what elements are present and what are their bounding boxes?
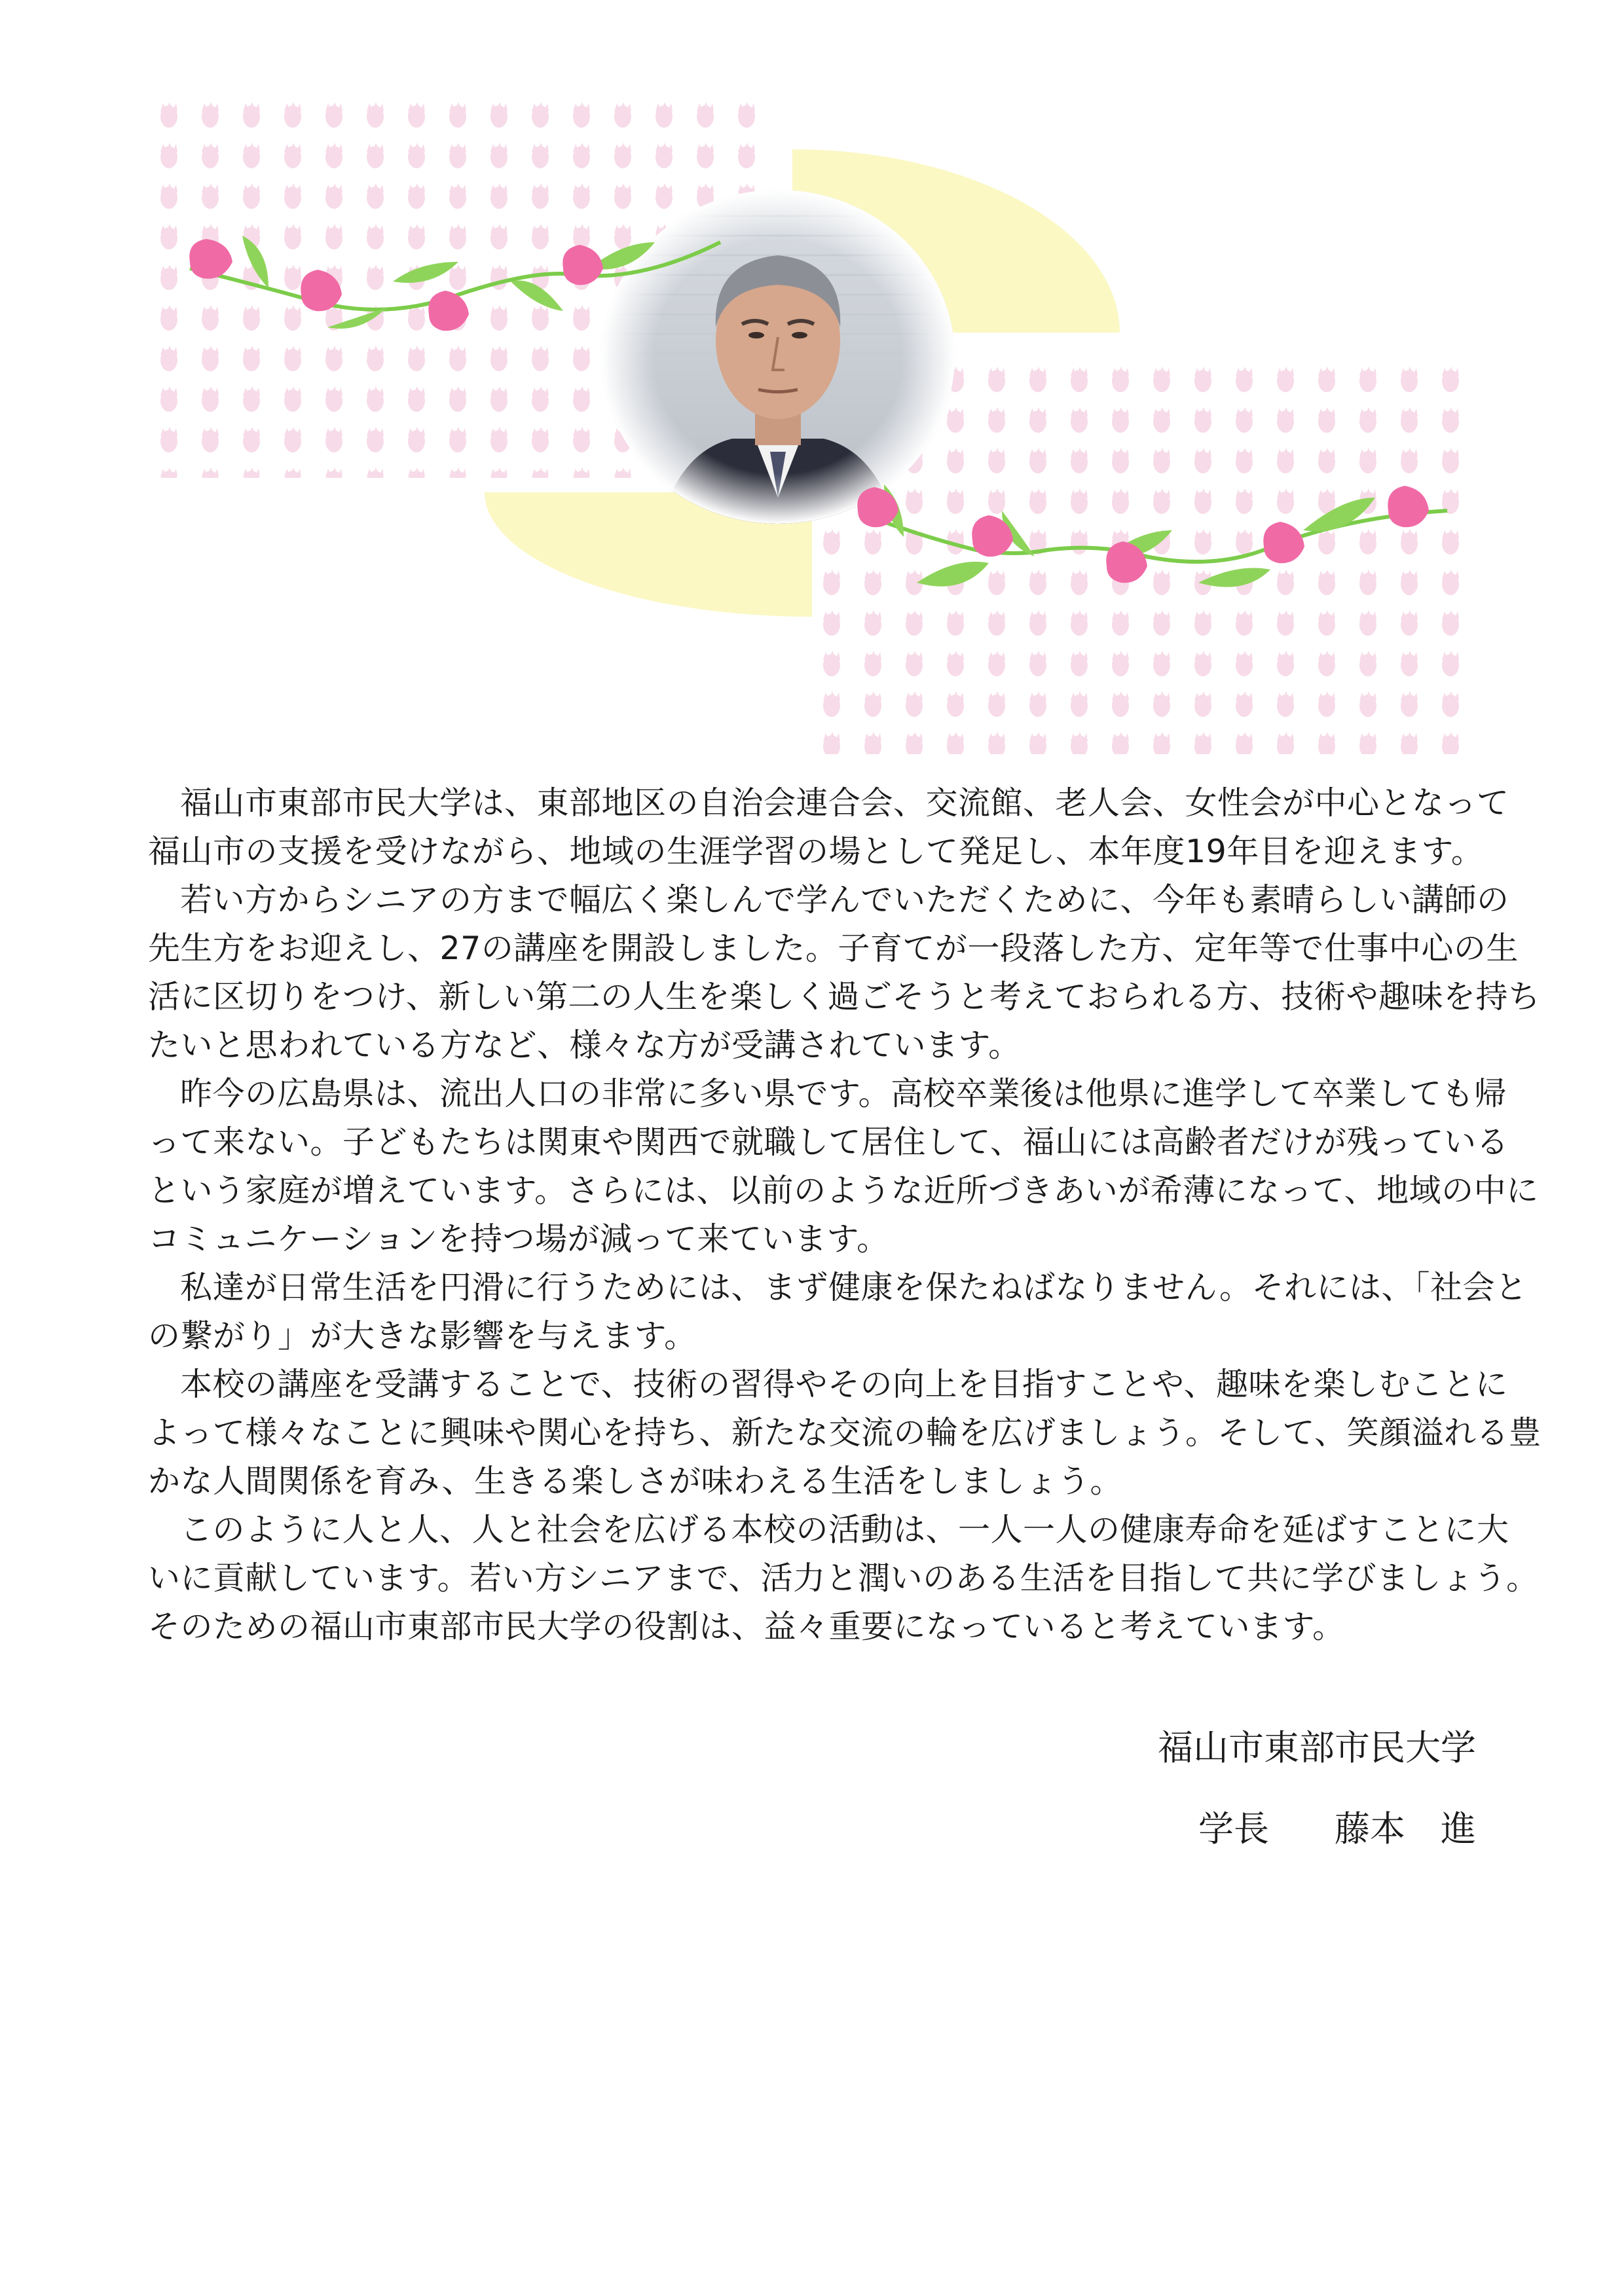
text-line: の繋がり」が大きな影響を与えます。 [148,1317,697,1355]
text-line: よって様々なことに興味や関心を持ち、新たな交流の輪を広げましょう。そして、笑顔溢れる豊 [148,1414,1541,1451]
text-line: 若い方からシニアの方まで幅広く楽しんで学んでいただくために、今年も素晴らしい講師の [180,881,1509,919]
signature-name: 藤本 進 [1335,1808,1476,1850]
message-paragraph [148,1070,1539,1264]
text-line: 本校の講座を受講することで、技術の習得やその向上を目指すことや、趣味を楽しむことに [180,1366,1508,1403]
message-paragraph [148,1506,1539,1651]
signature-person [887,1810,1476,1849]
text-line: このように人と人、人と社会を広げる本校の活動は、一人一人の健康寿命を延ばすことに大 [180,1511,1509,1548]
text-line: 先生方をお迎えし、27の講座を開設しました。子育てが一段落した方、定年等で仕事中心の生 [148,930,1519,967]
tulip-garland-icon [170,196,727,340]
text-line: 福山市東部市民大学は、東部地区の自治会連合会、交流館、老人会、女性会が中心となって [180,784,1509,822]
text-line: たいと思われている方など、様々な方が受講されています。 [148,1027,1021,1064]
signature-organization: 福山市東部市民大学 [1158,1727,1476,1768]
text-line: そのための福山市東部市民大学の役割は、益々重要になっていると考えています。 [148,1608,1345,1645]
signature-block [887,1728,1476,1849]
text-line: かな人間関係を育み、生きる楽しさが味わえる生活をしましょう。 [148,1463,1122,1500]
message-paragraph [148,779,1509,876]
message-paragraph [148,1264,1528,1360]
signature-title: 学長 [1198,1808,1269,1850]
text-line: コミュニケーションを持つ場が減って来ています。 [148,1220,889,1258]
text-line: 私達が日常生活を円滑に行うためには、まず健康を保たねばなりません。それには、「社会と [180,1269,1528,1306]
message-body [148,779,1541,1651]
message-paragraph [148,876,1541,1070]
text-line: 福山市の支援を受けながら、地域の生涯学習の場として発足し、本年度19年目を迎えます。 [148,833,1484,870]
text-line: いに貢献しています。若い方シニアまで、活力と潤いのある生活を目指して共に学びましょう。 [148,1559,1539,1597]
text-line: 活に区切りをつけ、新しい第二の人生を楽しく過ごそうと考えておられる方、技術や趣味を持ち [148,978,1541,1015]
text-line: って来ない。子どもたちは関東や関西で就職して居住して、福山には高齢者だけが残っている [148,1123,1509,1161]
header-illustration [0,0,1624,773]
text-line: 昨今の広島県は、流出人口の非常に多い県です。高校卒業後は他県に進学して卒業しても帰 [180,1075,1507,1112]
tulip-garland-icon [845,458,1460,615]
message-paragraph [148,1360,1541,1506]
text-line: という家庭が増えています。さらには、以前のような近所づきあいが希薄になって、地域の中に [148,1172,1539,1209]
